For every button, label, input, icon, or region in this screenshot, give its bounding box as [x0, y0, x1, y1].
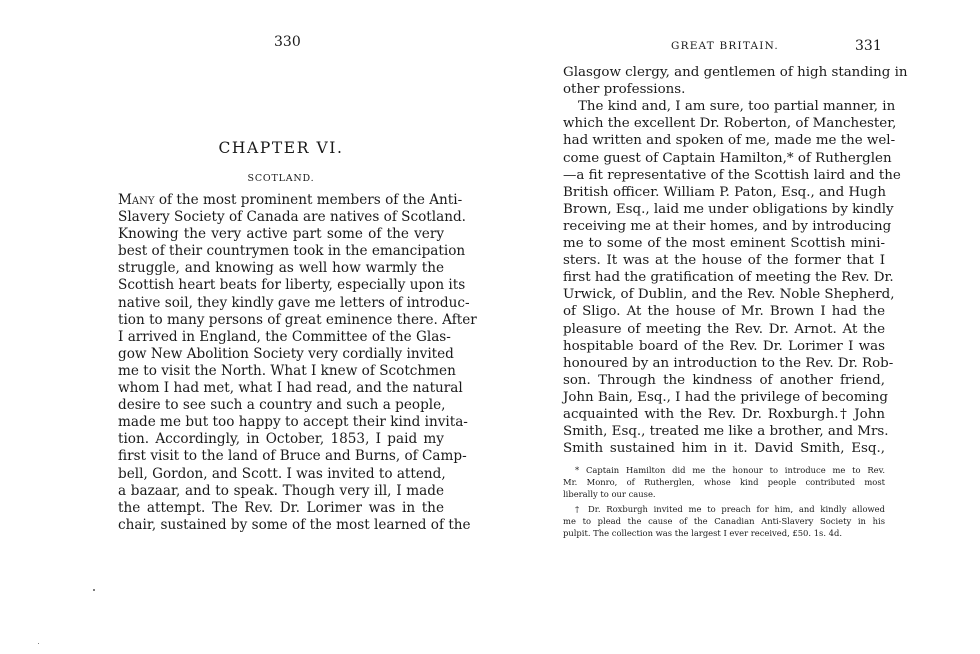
text-line: tion to many persons of great eminence there. After: [118, 311, 477, 328]
text-line: me to some of the most eminent Scottish mini-: [563, 236, 885, 251]
text-line: other professions.: [563, 82, 686, 98]
text-line: Many of the most prominent members of the Anti-: [118, 192, 463, 208]
text-line: struggle, and knowing as well how warmly the: [118, 260, 444, 277]
footnote-line: * Captain Hamilton did me the honour to introduce me to Rev.: [575, 465, 885, 475]
chapter-subtitle: SCOTLAND.: [247, 173, 315, 184]
running-head: GREAT BRITAIN.: [671, 40, 779, 52]
drop-word: Many: [118, 192, 155, 208]
text-line: John Bain, Esq., I had the privilege of becoming: [563, 389, 888, 405]
text-line: hospitable board of the Rev. Dr. Lorimer I was: [563, 338, 885, 354]
text-line: I arrived in England, the Committee of the Glas-: [118, 328, 451, 345]
footnote-line: liberally to our cause.: [563, 489, 656, 499]
text-line: The kind and, I am sure, too partial manner, in: [578, 99, 896, 115]
text-line: tion. Accordingly, in October, 1853, I paid my: [118, 431, 444, 448]
text-line: Urwick, of Dublin, and the Rev. Noble Shepherd,: [563, 287, 895, 303]
text-line: chair, sustained by some of the most learned of the: [118, 516, 471, 533]
footnote-line: Mr. Monro, of Rutherglen, whose kind people contributed most: [563, 477, 885, 487]
text-line: British officer. William P. Paton, Esq., and Hugh: [563, 184, 886, 200]
text-line: come guest of Captain Hamilton,* of Rutherglen: [563, 150, 892, 166]
text-line: pleasure of meeting the Rev. Dr. Arnot. At the: [563, 321, 885, 337]
scan-speck: [38, 643, 39, 644]
text-line: whom I had met, what I had read, and the natural: [118, 380, 463, 396]
text-line: Smith sustained him in it. David Smith, Esq.,: [563, 441, 885, 457]
page-number-right: 331: [855, 38, 882, 54]
text-line: which the excellent Dr. Roberton, of Manchester,: [563, 116, 897, 132]
text-line: acquainted with the Rev. Dr. Roxburgh.† John: [563, 407, 885, 422]
text-line: desire to see such a country and such a people,: [118, 397, 446, 414]
text-line: sters. It was at the house of the former that I: [563, 253, 885, 269]
text-line: had written and spoken of me, made me the wel-: [563, 133, 896, 149]
text-line: made me but too happy to accept their kind invita-: [118, 414, 468, 431]
footnote-line: me to plead the cause of the Canadian Anti-Slavery Society in his: [563, 516, 885, 526]
page-number-left: 330: [274, 34, 301, 50]
text-line: Knowing the very active part some of the very: [118, 226, 444, 243]
text-line: of Sligo. At the house of Mr. Brown I had the: [563, 304, 885, 320]
text-line: son. Through the kindness of another friend,: [563, 372, 885, 388]
text-line: Smith, Esq., treated me like a brother, and Mrs.: [563, 424, 889, 440]
text-line: Scottish heart beats for liberty, especially upon its: [118, 277, 466, 294]
footnote-line: † Dr. Roxburgh invited me to preach for him, and kindly allowed: [575, 504, 885, 514]
text-line: first had the gratification of meeting the Rev. Dr.: [563, 270, 894, 286]
text-line: native soil, they kindly gave me letters of introduc-: [118, 294, 470, 311]
chapter-title: CHAPTER VI.: [218, 139, 344, 157]
text-line: honoured by an introduction to the Rev. Dr. Rob-: [563, 355, 894, 371]
text-line: gow New Abolition Society very cordially invited: [118, 345, 454, 362]
text-line: a bazaar, and to speak. Though very ill, I made: [118, 482, 444, 499]
footnote-line: pulpit. The collection was the largest I ever received, £50. 1s. 4d.: [563, 528, 843, 538]
text-line: the attempt. The Rev. Dr. Lorimer was in the: [118, 499, 444, 516]
text-line: best of their countrymen took in the emancipation: [118, 243, 466, 260]
text-line: first visit to the land of Bruce and Burns, of Camp-: [118, 448, 467, 465]
scan-speck: [93, 589, 95, 591]
text-line: Glasgow clergy, and gentlemen of high standing in: [563, 65, 908, 80]
text-line: receiving me at their homes, and by introducing: [563, 218, 892, 234]
text-line: me to visit the North. What I knew of Scotchmen: [118, 362, 456, 379]
text-line: Slavery Society of Canada are natives of Scotland.: [118, 209, 466, 225]
text-line: —a fit representative of the Scottish laird and the: [563, 167, 901, 183]
text-line: bell, Gordon, and Scott. I was invited to attend,: [118, 465, 446, 482]
text-line: Brown, Esq., laid me under obligations by kindly: [563, 201, 894, 217]
